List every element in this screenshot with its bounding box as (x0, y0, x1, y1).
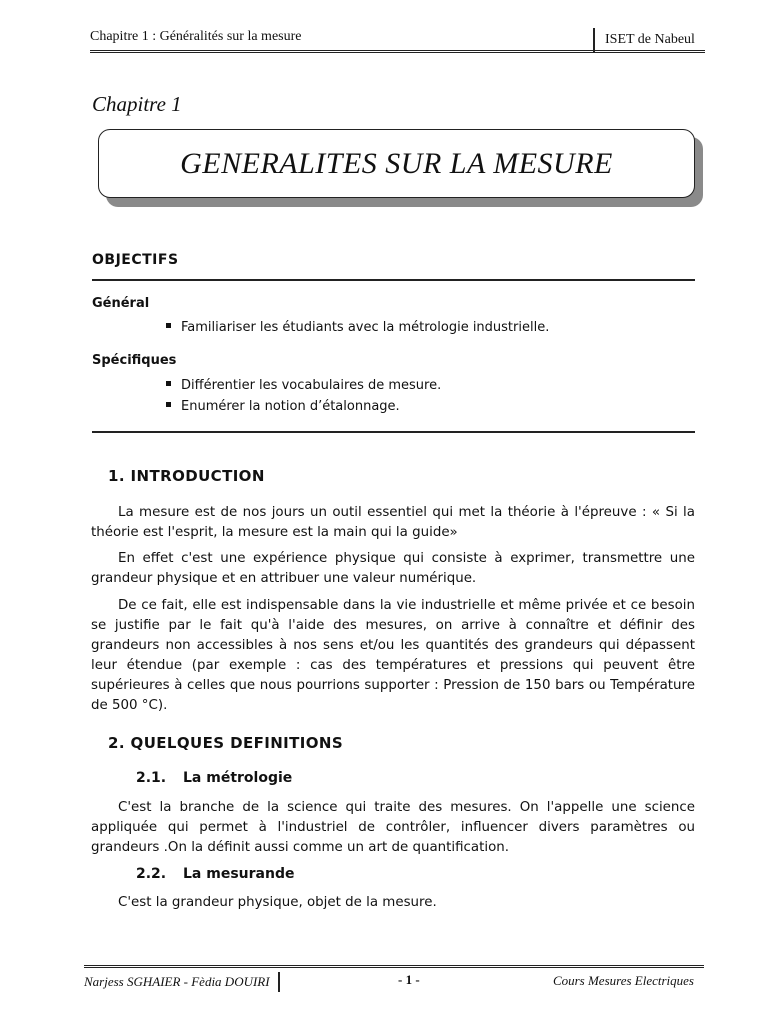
subsection-heading-mesurande: 2.2. La mesurande (136, 866, 295, 882)
specific-item: Différentier les vocabulaires de mesure. (166, 378, 441, 393)
section-heading-introduction: 1. INTRODUCTION (108, 467, 265, 485)
bullet-icon (166, 381, 171, 386)
footer-course: Cours Mesures Electriques (552, 973, 694, 988)
bullet-icon (166, 402, 171, 407)
objectives-bottom-rule (92, 431, 695, 433)
specific-item: Enumérer la notion d’étalonnage. (166, 399, 400, 414)
mesurande-paragraph: C'est la grandeur physique, objet de la mesure. (118, 895, 437, 910)
page-footer (84, 965, 704, 992)
chapter-title: GENERALITES SUR LA MESURE (180, 146, 613, 180)
general-label: Général (92, 296, 150, 311)
title-box (98, 129, 695, 198)
page-header (90, 22, 705, 53)
specific-label: Spécifiques (92, 353, 177, 368)
metrologie-paragraph: C'est la branche de la science qui traite des mesures. On l'appelle une science appliquée qui permet à l'industriel de contrôler, influencer divers paramètres ou grandeurs .On la définit aussi comme un art de quantification. (91, 800, 695, 855)
intro-paragraph-1: La mesure est de nos jours un outil essentiel qui met la théorie à l'épreuve : « Si la théorie est l'esprit, la mesure est la main qui la guide» (91, 505, 695, 540)
bullet-icon (166, 323, 171, 328)
header-institution: ISET de Nabeul (593, 28, 705, 52)
intro-paragraph-3: De ce fait, elle est indispensable dans la vie industrielle et même privée et ce besoin se justifie par le fait qu'à l'aide des mesures, on arrive à connaître et définir des grandeurs non accessibles à nos sens et/ou les quantités des grandeurs qui dépassent leur étendue (par exemple : cas des températures et pressions qui peuvent être supérieures à celles que nous pourrions supporter : Pression de 150 bars ou Température de 500 °C). (91, 598, 695, 713)
page-number: - 1 - (398, 972, 420, 987)
section-heading-definitions: 2. QUELQUES DEFINITIONS (108, 734, 344, 752)
header-chapter: Chapitre 1 : Généralités sur la mesure (90, 29, 302, 44)
subsection-heading-metrologie: 2.1. La métrologie (136, 770, 293, 786)
general-item: Familiariser les étudiants avec la métrologie industrielle. (166, 320, 549, 335)
intro-paragraph-2: En effet c'est une expérience physique qui consiste à exprimer, transmettre une grandeur physique et en attribuer une valeur numérique. (91, 551, 695, 586)
chapter-label: Chapitre 1 (92, 92, 182, 116)
footer-authors: Narjess SGHAIER - Fèdia DOUIRI (84, 972, 280, 992)
objectives-heading: OBJECTIFS (92, 252, 179, 268)
objectives-top-rule (92, 279, 695, 281)
